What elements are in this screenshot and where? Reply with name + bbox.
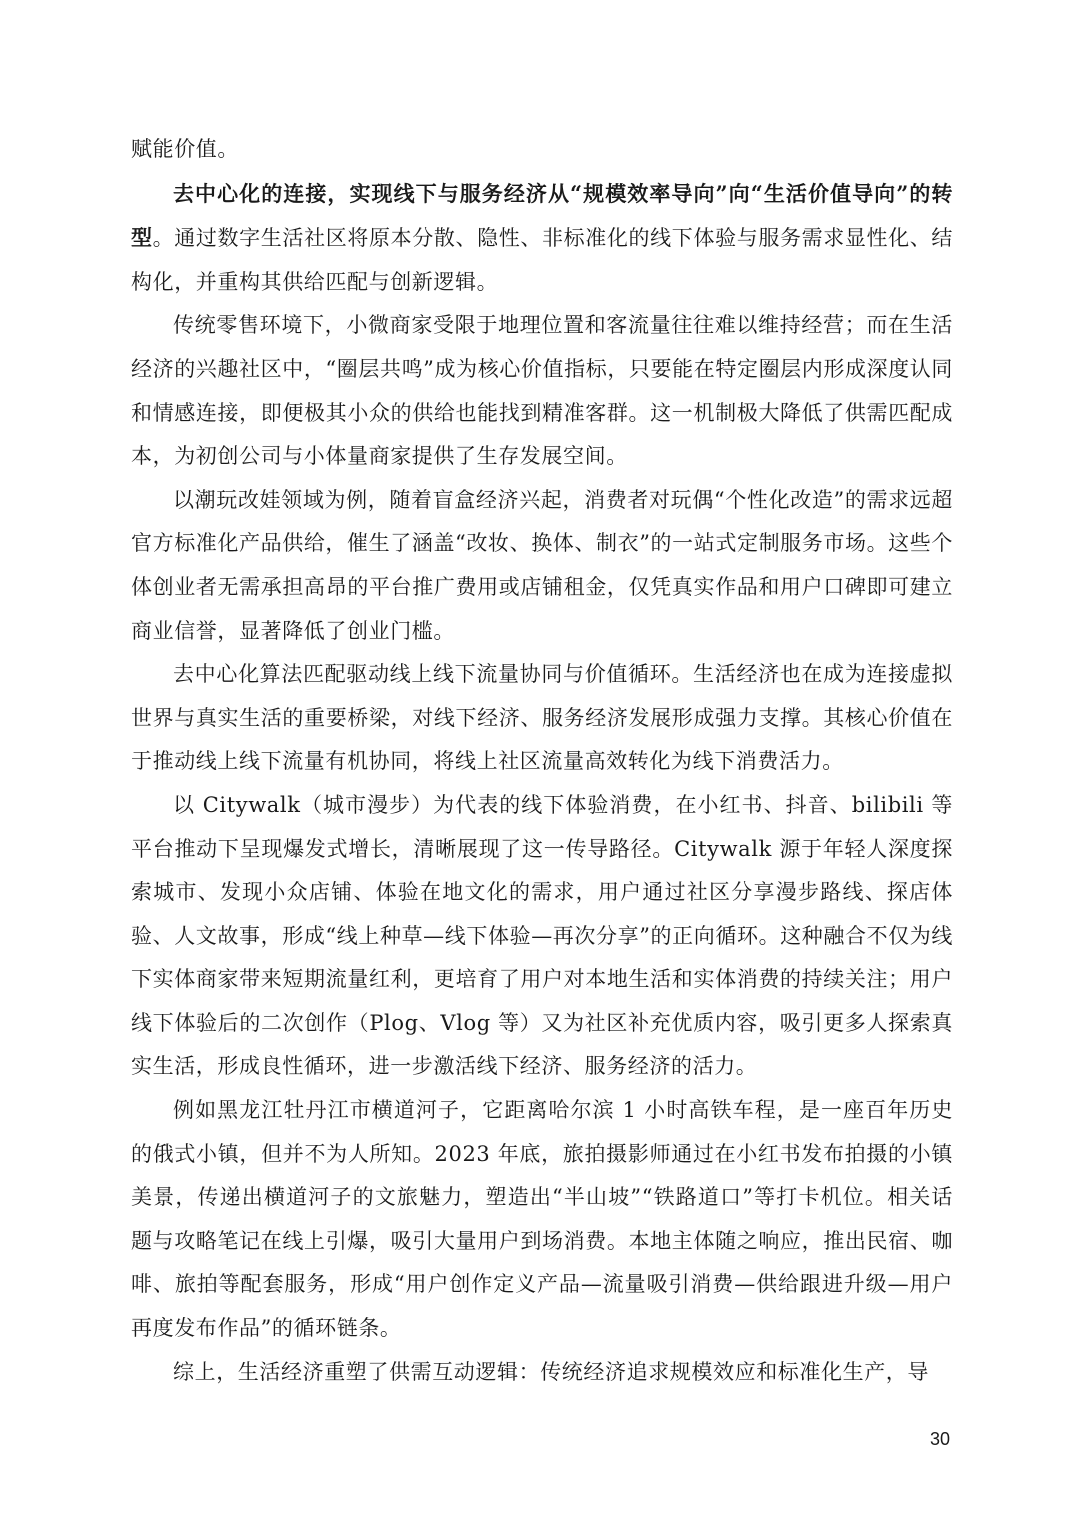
paragraph-1	[131, 128, 953, 172]
paragraph-6-text: 以 Citywalk（城市漫步）为代表的线下体验消费，在小红书、抖音、bilibili 等平台推动下呈现爆发式增长，清晰展现了这一传导路径。Citywalk 源于年轻人深度探索城市、发现小众店铺、体验在地文化的需求，用户通过社区分享漫步路线、探店体验、人文故事，形成“线上种草—线下体验—再次分享”的正向循环。这种融合不仅为线下实体商家带来短期流量红利，更培育了用户对本地生活和实体消费的持续关注；用户线下体验后的二次创作（Plog、Vlog 等）又为社区补充优质内容，吸引更多人探索真实生活，形成良性循环，进一步激活线下经济、服务经济的活力。	[131, 792, 953, 1079]
paragraph-3-text: 传统零售环境下，小微商家受限于地理位置和客流量往往难以维持经营；而在生活经济的兴趣社区中，“圈层共鸣”成为核心价值指标，只要能在特定圈层内形成深度认同和情感连接，即便极其小众的供给也能找到精准客群。这一机制极大降低了供需匹配成本，为初创公司与小体量商家提供了生存发展空间。	[131, 313, 953, 469]
paragraph-2-text: 。通过数字生活社区将原本分散、隐性、非标准化的线下体验与服务需求显性化、结构化，并重构其供给匹配与创新逻辑。	[131, 226, 953, 294]
paragraph-5	[131, 653, 953, 784]
page-number: 30	[929, 1429, 950, 1449]
paragraph-2-bold-heading: 去中心化的连接，实现线下与服务经济从“规模效率导向”向“生活价值导向”的转型	[131, 180, 953, 251]
paragraph-6	[131, 784, 953, 1089]
paragraph-4	[131, 479, 953, 653]
paragraph-1-text: 赋能价值。	[131, 137, 239, 161]
paragraph-7-text: 例如黑龙江牡丹江市横道河子，它距离哈尔滨 1 小时高铁车程，是一座百年历史的俄式小镇，但并不为人所知。2023 年底，旅拍摄影师通过在小红书发布拍摄的小镇美景，传递出横道河子的文旅魅力，塑造出“半山坡”“铁路道口”等打卡机位。相关话题与攻略笔记在线上引爆，吸引大量用户到场消费。本地主体随之响应，推出民宿、咖啡、旅拍等配套服务，形成“用户创作定义产品—流量吸引消费—供给跟进升级—用户再度发布作品”的循环链条。	[131, 1098, 953, 1341]
paragraph-4-text: 以潮玩改娃领域为例，随着盲盒经济兴起，消费者对玩偶“个性化改造”的需求远超官方标准化产品供给，催生了涵盖“改妆、换体、制衣”的一站式定制服务市场。这些个体创业者无需承担高昂的平台推广费用或店铺租金，仅凭真实作品和用户口碑即可建立商业信誉，显著降低了创业门槛。	[131, 487, 953, 643]
paragraph-8	[131, 1351, 953, 1395]
paragraph-2	[131, 172, 953, 305]
paragraph-5-text: 去中心化算法匹配驱动线上线下流量协同与价值循环。生活经济也在成为连接虚拟世界与真实生活的重要桥梁，对线下经济、服务经济发展形成强力支撑。其核心价值在于推动线上线下流量有机协同，将线上社区流量高效转化为线下消费活力。	[131, 662, 953, 774]
paragraph-3	[131, 304, 953, 478]
paragraph-7	[131, 1089, 953, 1351]
body-text	[131, 128, 953, 1394]
paragraph-8-text: 综上，生活经济重塑了供需互动逻辑：传统经济追求规模效应和标准化生产，导	[173, 1359, 929, 1384]
